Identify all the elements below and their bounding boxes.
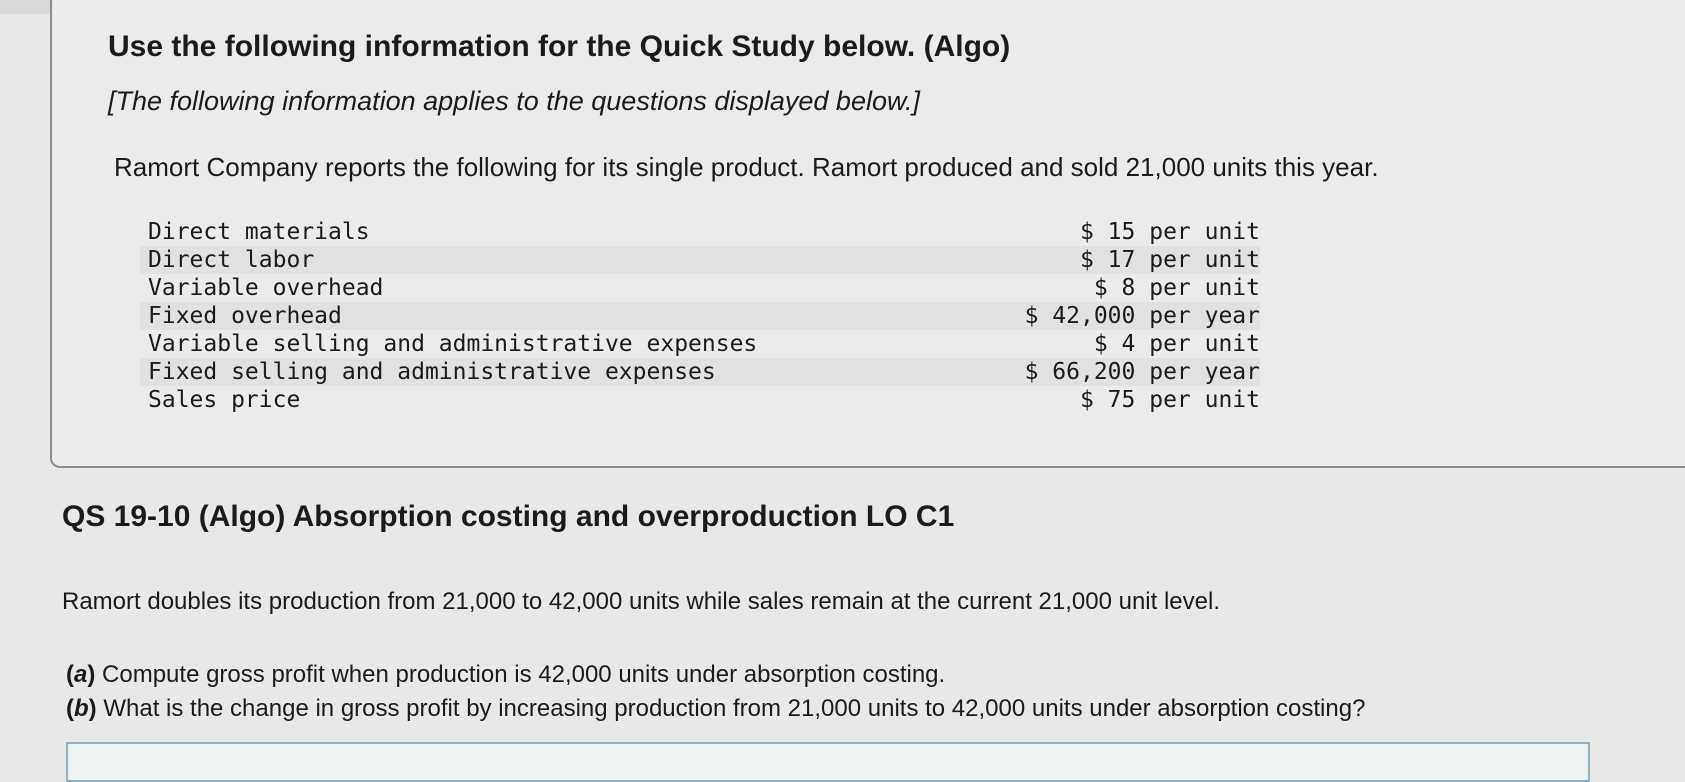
question-letter: (a) bbox=[66, 661, 96, 688]
cost-row-fixed-overhead bbox=[140, 302, 1260, 330]
cost-label: Variable overhead bbox=[148, 275, 384, 301]
cost-value: $ 4 per unit bbox=[1093, 331, 1260, 357]
cost-table bbox=[140, 218, 1260, 414]
cost-label: Variable selling and administrative expenses bbox=[148, 331, 758, 357]
cost-row-variable-overhead bbox=[140, 274, 1260, 302]
cost-label: Direct labor bbox=[148, 247, 315, 273]
cost-label: Fixed selling and administrative expenses bbox=[148, 359, 716, 385]
cost-row-direct-labor bbox=[140, 246, 1260, 274]
question-item-text: Compute gross profit when production is 42,000 units under absorption costing. bbox=[102, 661, 946, 688]
cost-value: $ 8 per unit bbox=[1093, 275, 1260, 301]
question-text: Ramort doubles its production from 21,000 to 42,000 units while sales remain at the current 21,000 unit level. bbox=[62, 588, 1220, 615]
cost-label: Direct materials bbox=[148, 219, 370, 245]
cost-value: $ 42,000 per year bbox=[1024, 303, 1260, 329]
info-subtitle: [The following information applies to the questions displayed below.] bbox=[108, 86, 920, 116]
cost-row-sales-price bbox=[140, 386, 1260, 414]
cost-value: $ 15 per unit bbox=[1079, 219, 1260, 245]
question-title: QS 19-10 (Algo) Absorption costing and overproduction LO C1 bbox=[62, 500, 955, 533]
question-item-b bbox=[66, 692, 1365, 726]
intro-text: Ramort Company reports the following for its single product. Ramort produced and sold 21,000 units this year. bbox=[114, 152, 1379, 182]
cost-value: $ 75 per unit bbox=[1079, 387, 1260, 413]
info-title: Use the following information for the Quick Study below. (Algo) bbox=[108, 30, 1011, 63]
question-item-a bbox=[66, 658, 1365, 692]
question-letter: (b) bbox=[66, 695, 97, 722]
cost-label: Fixed overhead bbox=[148, 303, 342, 329]
cost-row-fixed-selling-admin bbox=[140, 358, 1260, 386]
answer-area[interactable] bbox=[66, 742, 1590, 782]
cost-row-variable-selling-admin bbox=[140, 330, 1260, 358]
question-list bbox=[66, 658, 1365, 726]
cost-row-direct-materials bbox=[140, 218, 1260, 246]
question-item-text: What is the change in gross profit by increasing production from 21,000 units to 42,000 units under absorption costing? bbox=[103, 695, 1366, 722]
cost-value: $ 66,200 per year bbox=[1024, 359, 1260, 385]
cost-value: $ 17 per unit bbox=[1079, 247, 1260, 273]
cost-label: Sales price bbox=[148, 387, 301, 413]
